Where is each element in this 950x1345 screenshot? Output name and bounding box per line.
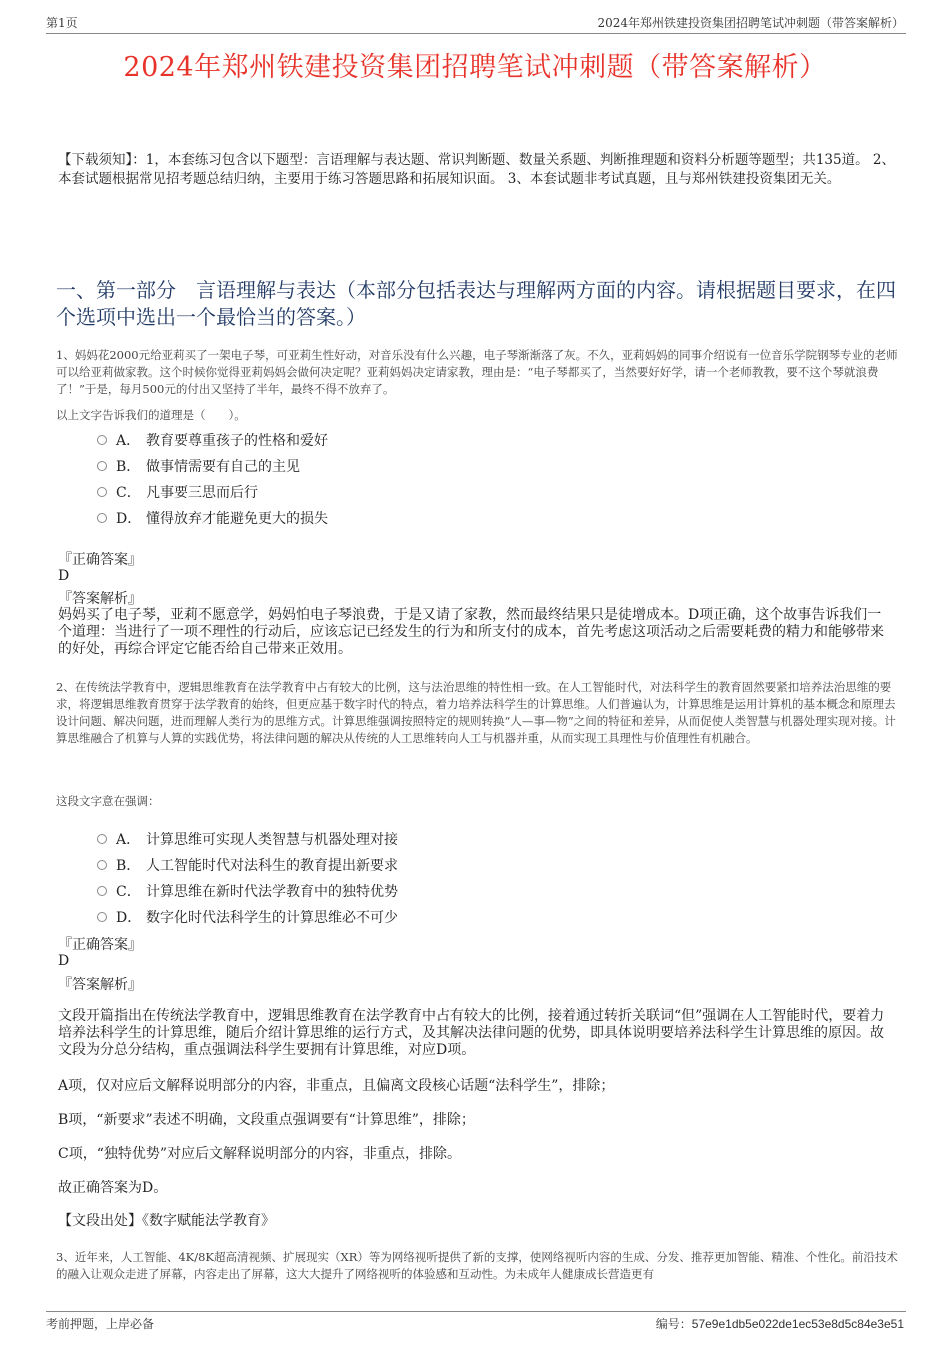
radio-icon[interactable]	[97, 860, 107, 870]
radio-icon[interactable]	[97, 513, 107, 523]
radio-icon[interactable]	[97, 461, 107, 471]
q1-option-d[interactable]: D． 懂得放弃才能避免更大的损失	[97, 508, 328, 528]
q2-answer-label: 『正确答案』	[58, 937, 142, 953]
q2-option-c[interactable]: C． 计算思维在新时代法学教育中的独特优势	[97, 881, 398, 901]
radio-icon[interactable]	[97, 834, 107, 844]
q2-analysis: 文段开篇指出在传统法学教育中，逻辑思维教育在法学教育中占有较大的比例，接着通过转折关联词“但”强调在人工智能时代，要着力培养法科学生的计算思维，随后介绍计算思维的运行方式，及其解决法律问题的优势，即具体说明要培养法科学生计算思维的原因。故文段为分总分结构，重点强调法科学生要拥有计算思维，对应D项。	[58, 1008, 885, 1058]
header-doc-title: 2024年郑州铁建投资集团招聘笔试冲刺题（带答案解析）	[597, 16, 904, 30]
q2-analysis-b: B项，“新要求”表述不明确，文段重点强调要有“计算思维”，排除；	[58, 1112, 475, 1128]
q2-option-a[interactable]: A． 计算思维可实现人类智慧与机器处理对接	[97, 829, 398, 849]
q1-answer-label: 『正确答案』	[58, 552, 142, 568]
q2-option-b[interactable]: B． 人工智能时代对法科生的教育提出新要求	[97, 855, 398, 875]
footer-slogan: 考前押题，上岸必备	[46, 1317, 155, 1331]
q1-analysis-label: 『答案解析』	[58, 591, 142, 607]
q2-answer: D	[58, 953, 70, 969]
footer-code	[656, 1315, 904, 1332]
radio-icon[interactable]	[97, 912, 107, 922]
page-title: 2024年郑州铁建投资集团招聘笔试冲刺题（带答案解析）	[123, 52, 827, 83]
q2-conclusion: 故正确答案为D。	[58, 1180, 168, 1196]
q2-source: 【文段出处】《数字赋能法学教育》	[58, 1213, 275, 1229]
radio-icon[interactable]	[97, 487, 107, 497]
question-1-text: 1、妈妈花2000元给亚莉买了一架电子琴，可亚莉生性好动，对音乐没有什么兴趣，电子琴渐渐落了灰。不久，亚莉妈妈的同事介绍说有一位音乐学院钢琴专业的老师可以给亚莉做家教。这个时候你觉得亚莉妈妈会做何决定呢？亚莉妈妈决定请家教，理由是：“电子琴都买了，当然要好好学，请一个老师教教，要不这个琴就浪费了！”于是，每月500元的付出又坚持了半年，最终不得不放弃了。	[56, 348, 898, 396]
q1-option-a[interactable]: A． 教育要尊重孩子的性格和爱好	[97, 430, 328, 450]
footer-code-label: 编号：	[655, 1317, 692, 1331]
header-page-label: 第1页	[46, 16, 78, 30]
header-divider	[46, 33, 906, 34]
question-2-stem: 这段文字意在强调：	[56, 794, 160, 808]
question-1-stem: 以上文字告诉我们的道理是（ ）。	[56, 408, 246, 422]
section-title: 一、第一部分 言语理解与表达（本部分包括表达与理解两方面的内容。请根据题目要求，在四个选项中选出一个最恰当的答案。）	[56, 278, 896, 329]
q1-analysis: 妈妈买了电子琴，亚莉不愿意学，妈妈怕电子琴浪费，于是又请了家教，然而最终结果只是徒增成本。D项正确，这个故事告诉我们一个道理：当进行了一项不理性的行动后，应该忘记已经发生的行为和所支付的成本，首先考虑这项活动之后需要耗费的精力和能够带来的好处，再综合评定它能否给自己带来正效用。	[58, 607, 884, 657]
radio-icon[interactable]	[97, 886, 107, 896]
q1-answer: D	[58, 568, 70, 584]
download-notice: 【下载须知】：1，本套练习包含以下题型：言语理解与表达题、常识判断题、数量关系题、判断推理题和资料分析题等题型；共135道。 2、本套试题根据常见招考题总结归纳，主要用于练习答题思路和拓展知识面。 3、本套试题非考试真题，且与郑州铁建投资集团无关。	[58, 152, 895, 187]
footer-divider	[46, 1311, 906, 1312]
question-2-text: 2、在传统法学教育中，逻辑思维教育在法学教育中占有较大的比例，这与法治思维的特性相一致。在人工智能时代，对法科学生的教育固然要紧扣培养法治思维的要求，将逻辑思维教育贯穿于法学教育的始终，但更应基于数字时代的特点，着力培养法科学生的计算思维。人们普遍认为，计算思维是运用计算机的基本概念和原理去设计问题、解决问题，进而理解人类行为的思维方式。计算思维强调按照特定的规则转换“人—事—物”之间的特征和差异，从而促使人类智慧与机器处理实现对接。计算思维融合了机算与人算的实践优势，将法律问题的解决从传统的人工思维转向人工与机器并重，从而实现工具理性与价值理性有机融合。	[56, 680, 896, 745]
q1-option-b[interactable]: B． 做事情需要有自己的主见	[97, 456, 300, 476]
radio-icon[interactable]	[97, 435, 107, 445]
q2-option-d[interactable]: D． 数字化时代法科学生的计算思维必不可少	[97, 907, 398, 927]
q2-analysis-c: C项，“独特优势”对应后文解释说明部分的内容，非重点，排除。	[58, 1146, 462, 1162]
footer-code-value: 57e9e1db5e022de1ec53e8d5c84e3e51	[691, 1317, 904, 1331]
question-3-text: 3、近年来，人工智能、4K/8K超高清视频、扩展现实（XR）等为网络视听提供了新的支撑，使网络视听内容的生成、分发、推荐更加智能、精准、个性化。前沿技术的融入让观众走进了屏幕，内容走出了屏幕，这大大提升了网络视听的体验感和互动性。为未成年人健康成长营造更有	[56, 1250, 898, 1281]
q2-analysis-label: 『答案解析』	[58, 977, 142, 993]
q1-option-c[interactable]: C． 凡事要三思而后行	[97, 482, 258, 502]
q2-analysis-a: A项，仅对应后文解释说明部分的内容，非重点，且偏离文段核心话题“法科学生”，排除；	[58, 1078, 615, 1094]
